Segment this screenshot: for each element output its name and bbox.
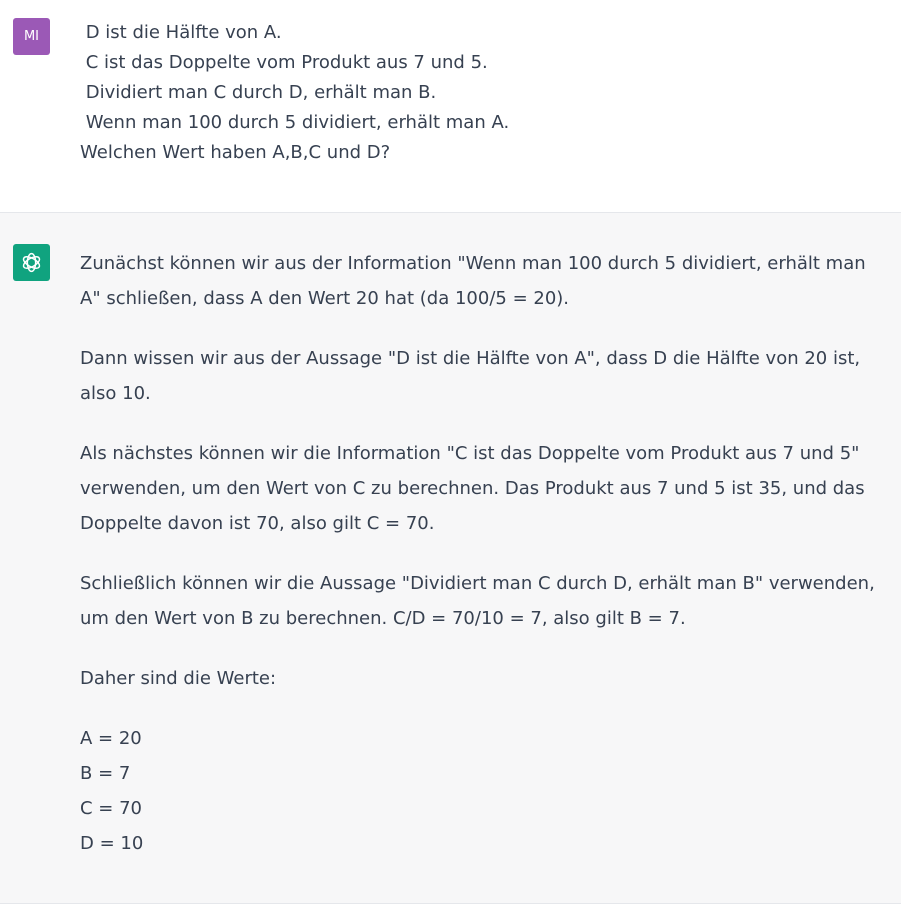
user-message-line: Wenn man 100 durch 5 dividiert, erhält man A.: [80, 112, 510, 133]
assistant-paragraph: Daher sind die Werte:: [80, 668, 277, 689]
assistant-message: [0, 213, 901, 904]
assistant-paragraph: Zunächst können wir aus der Information "Wenn man 100 durch 5 dividiert, erhält man A" schließen, dass A den Wert 20 hat (da 100/5 = 20).: [80, 253, 866, 309]
value-item: A = 20: [80, 728, 142, 749]
value-item: C = 70: [80, 798, 142, 819]
assistant-paragraph: Schließlich können wir die Aussage "Dividiert man C durch D, erhält man B" verwenden, um den Wert von B zu berechnen. C/D = 70/10 = 7, also gilt B = 7.: [80, 573, 875, 629]
assistant-paragraph: Dann wissen wir aus der Aussage "D ist die Hälfte von A", dass D die Hälfte von 20 ist, also 10.: [80, 348, 861, 404]
values-list: [80, 721, 890, 861]
user-message: [0, 0, 901, 213]
assistant-message-text: [80, 246, 890, 861]
value-item: D = 10: [80, 833, 144, 854]
user-message-text: [80, 18, 880, 168]
user-message-line: D ist die Hälfte von A.: [80, 22, 282, 43]
assistant-paragraph: Als nächstes können wir die Information "C ist das Doppelte vom Produkt aus 7 und 5" verwenden, um den Wert von C zu berechnen. Das Produkt aus 7 und 5 ist 35, und das Doppelte davon ist 70, also gilt C = 70.: [80, 443, 865, 534]
user-message-line: C ist das Doppelte vom Produkt aus 7 und 5.: [80, 52, 488, 73]
openai-logo-icon: [13, 244, 50, 281]
user-avatar: MI: [13, 18, 50, 55]
user-message-line: Dividiert man C durch D, erhält man B.: [80, 82, 437, 103]
value-item: B = 7: [80, 763, 131, 784]
user-message-line: Welchen Wert haben A,B,C und D?: [80, 142, 391, 163]
